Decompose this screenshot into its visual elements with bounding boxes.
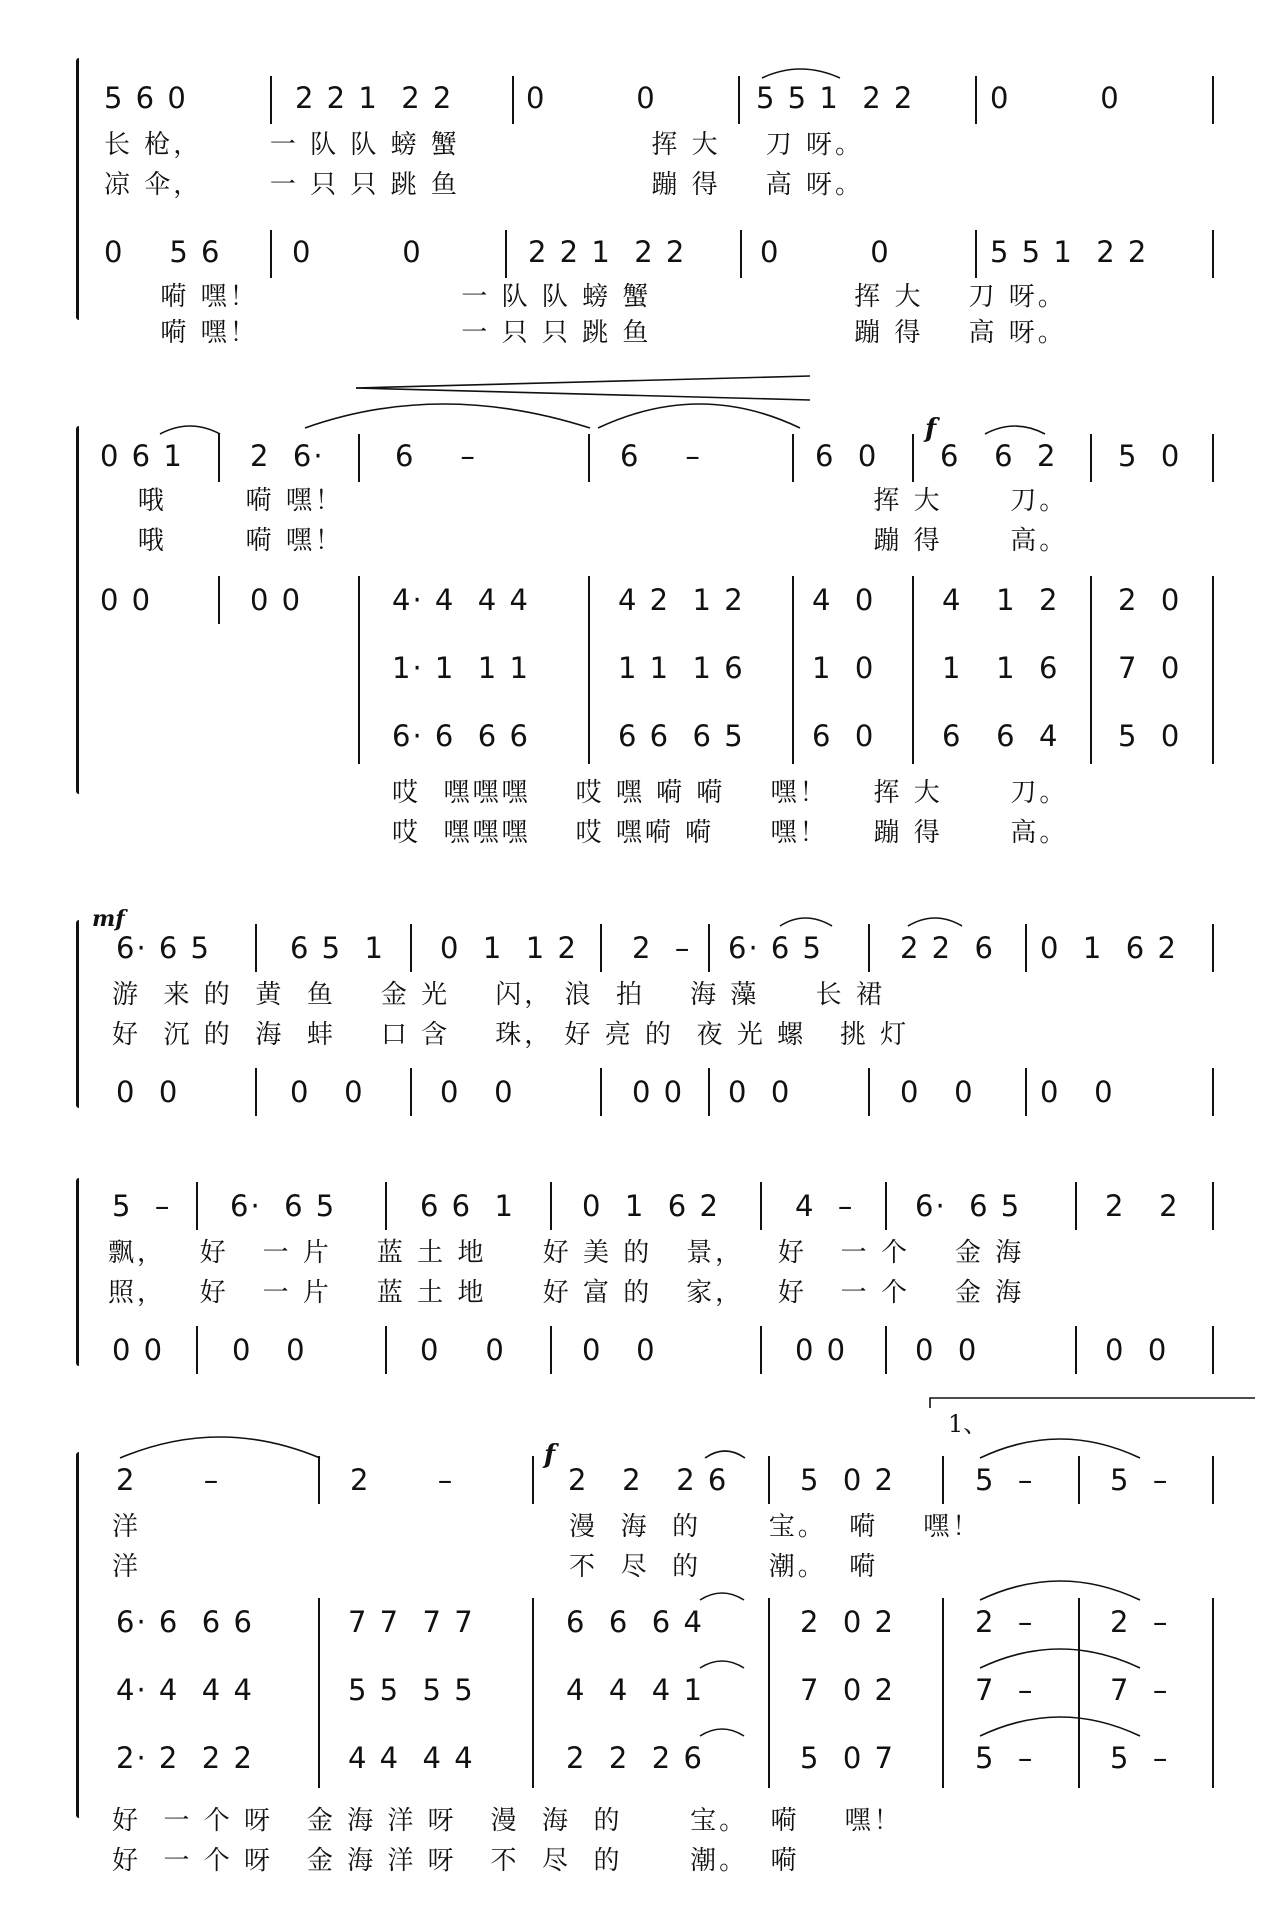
measure: 5 5 1 2 2 bbox=[990, 235, 1149, 269]
measure: 5 0 7 bbox=[800, 1741, 896, 1775]
measure: 6 6 1 bbox=[420, 1189, 516, 1223]
lyric-line: 嗬 嘿！ 一 只 只 跳 鱼 蹦 得 高 呀。 bbox=[104, 318, 1067, 348]
measure: 0 0 bbox=[795, 1333, 848, 1367]
measure: 4 1 2 bbox=[942, 583, 1060, 617]
measure: 4 4 4 4 bbox=[348, 1741, 475, 1775]
lyric-line: 洋 不 尽 的 潮。 嗬 bbox=[112, 1552, 879, 1582]
measure: 6 – bbox=[395, 439, 477, 473]
measure: 2 – bbox=[350, 1463, 455, 1497]
lyric-line: 长 枪， 一 队 队 螃 蟹 挥 大 刀 呀。 bbox=[104, 130, 864, 160]
measure: 6 6 6 4 bbox=[566, 1605, 704, 1639]
measure: 0 1 6 2 bbox=[582, 1189, 720, 1223]
measure: 2 0 2 bbox=[800, 1605, 896, 1639]
measure: 6 – bbox=[620, 439, 702, 473]
measure: 7 0 bbox=[1118, 651, 1182, 685]
lyric-line: 好 一 个 呀 金 海 洋 呀 不 尽 的 潮。 嗬 bbox=[112, 1846, 800, 1876]
measure: 0 6 1 bbox=[100, 439, 184, 473]
measure: 0 0 bbox=[292, 235, 423, 269]
measure: 0 0 bbox=[232, 1333, 307, 1367]
measure: 2 2 1 2 2 bbox=[528, 235, 687, 269]
measure: 5 – bbox=[975, 1463, 1035, 1497]
measure: 2 0 bbox=[1118, 583, 1182, 617]
measure: 5 – bbox=[112, 1189, 172, 1223]
measure: 0 0 bbox=[116, 1075, 180, 1109]
measure: 0 0 bbox=[632, 1075, 685, 1109]
lyric-line: 洋 漫 海 的 宝。 嗬 嘿！ bbox=[112, 1512, 982, 1542]
measure: 4· 4 4 4 bbox=[392, 583, 530, 617]
measure: 1 1 6 bbox=[942, 651, 1060, 685]
measure: 6 6 6 5 bbox=[618, 719, 745, 753]
measure: 6 6 4 bbox=[942, 719, 1060, 753]
measure: 6· 6 5 bbox=[116, 931, 212, 965]
measure: 7 – bbox=[975, 1673, 1035, 1707]
measure: 0 0 bbox=[915, 1333, 979, 1367]
lyric-line: 飘， 好 一 片 蓝 土 地 好 美 的 景， 好 一 个 金 海 bbox=[108, 1238, 1025, 1268]
measure: 6 0 bbox=[815, 439, 879, 473]
measure: 0 0 bbox=[990, 81, 1121, 115]
measure: 5 0 bbox=[1118, 439, 1182, 473]
measure: 2 6· bbox=[250, 439, 325, 473]
measure: 2 – bbox=[1110, 1605, 1170, 1639]
measure: 2 2 2 6 bbox=[568, 1463, 729, 1497]
measure: 0 0 bbox=[526, 81, 657, 115]
measure: 2 – bbox=[975, 1605, 1035, 1639]
lyric-line: 照， 好 一 片 蓝 土 地 好 富 的 家， 好 一 个 金 海 bbox=[108, 1278, 1025, 1308]
measure: 4 – bbox=[795, 1189, 855, 1223]
measure: 5 5 1 2 2 bbox=[756, 81, 915, 115]
measure: 5 0 bbox=[1118, 719, 1182, 753]
lyric-line: 哎 嘿嘿嘿 哎 嘿 嗬 嗬 嘿！ 挥 大 刀。 bbox=[392, 778, 1069, 808]
measure: 1 1 1 6 bbox=[618, 651, 745, 685]
dynamic-mark: mf bbox=[92, 906, 125, 932]
measure: 6· 6 5 bbox=[230, 1189, 337, 1223]
measure: 0 0 bbox=[582, 1333, 657, 1367]
measure: 2 2 1 2 2 bbox=[295, 81, 454, 115]
measure: 0 0 bbox=[728, 1075, 792, 1109]
measure: 0 0 bbox=[112, 1333, 165, 1367]
measure: 0 0 bbox=[760, 235, 891, 269]
measure: 5 0 2 bbox=[800, 1463, 896, 1497]
measure: 7 0 2 bbox=[800, 1673, 896, 1707]
lyric-line: 凉 伞， 一 只 只 跳 鱼 蹦 得 高 呀。 bbox=[104, 170, 864, 200]
measure: 2 – bbox=[116, 1463, 221, 1497]
measure: 5 – bbox=[1110, 1741, 1170, 1775]
lyric-line: 哎 嘿嘿嘿 哎 嘿嗬 嗬 嘿！ 蹦 得 高。 bbox=[392, 818, 1069, 848]
measure: 0 0 bbox=[290, 1075, 365, 1109]
measure: 5 6 0 bbox=[104, 81, 188, 115]
measure: 6· 6 5 bbox=[915, 1189, 1022, 1223]
measure: 4 4 4 1 bbox=[566, 1673, 704, 1707]
measure: 2 – bbox=[632, 931, 692, 965]
measure: 6· 6 6 6 bbox=[392, 719, 530, 753]
measure: 6· 6 6 6 bbox=[116, 1605, 254, 1639]
measure: 6 6 2 bbox=[940, 439, 1058, 473]
measure: 6 0 bbox=[812, 719, 876, 753]
measure: 0 1 1 2 bbox=[440, 931, 578, 965]
lyric-line: 嗬 嘿！ 一 队 队 螃 蟹 挥 大 刀 呀。 bbox=[104, 282, 1067, 312]
measure: 2 2 2 6 bbox=[566, 1741, 704, 1775]
measure: 0 5 6 bbox=[104, 235, 222, 269]
measure: 2 2 bbox=[1105, 1189, 1180, 1223]
measure: 0 0 bbox=[1040, 1075, 1115, 1109]
measure: 5 – bbox=[1110, 1463, 1170, 1497]
measure: 4 0 bbox=[812, 583, 876, 617]
measure: 5 5 5 5 bbox=[348, 1673, 475, 1707]
measure: 0 0 bbox=[250, 583, 303, 617]
measure: 2 2 6 bbox=[900, 931, 996, 965]
measure: 0 0 bbox=[420, 1333, 506, 1367]
measure: 0 0 bbox=[100, 583, 153, 617]
dynamic-mark: f bbox=[544, 1440, 556, 1470]
measure: 4 2 1 2 bbox=[618, 583, 745, 617]
measure: 2· 2 2 2 bbox=[116, 1741, 254, 1775]
measure: 1 0 bbox=[812, 651, 876, 685]
measure: 6· 6 5 bbox=[728, 931, 824, 965]
lyric-line: 好 一 个 呀 金 海 洋 呀 漫 海 的 宝。 嗬 嘿！ bbox=[112, 1806, 903, 1836]
lyric-line: 游 来 的 黄 鱼 金 光 闪， 浪 拍 海 藻 长 裙 bbox=[112, 980, 885, 1010]
measure: 0 0 bbox=[440, 1075, 515, 1109]
measure: 5 – bbox=[975, 1741, 1035, 1775]
measure: 0 0 bbox=[1105, 1333, 1169, 1367]
measure: 1· 1 1 1 bbox=[392, 651, 530, 685]
measure: 0 1 6 2 bbox=[1040, 931, 1178, 965]
lyric-line: 哦 嗬 嘿！ 蹦 得 高。 bbox=[104, 526, 1069, 556]
dynamic-mark: f bbox=[925, 414, 937, 444]
measure: 7 – bbox=[1110, 1673, 1170, 1707]
measure: 4· 4 4 4 bbox=[116, 1673, 254, 1707]
measure: 7 7 7 7 bbox=[348, 1605, 475, 1639]
measure: 6 5 1 bbox=[290, 931, 386, 965]
lyric-line: 好 沉 的 海 蚌 口 含 珠， 好 亮 的 夜 光 螺 挑 灯 bbox=[112, 1020, 910, 1050]
volta-mark: 1、 bbox=[948, 1410, 988, 1438]
lyric-line: 哦 嗬 嘿！ 挥 大 刀。 bbox=[104, 486, 1069, 516]
measure: 0 0 bbox=[900, 1075, 975, 1109]
